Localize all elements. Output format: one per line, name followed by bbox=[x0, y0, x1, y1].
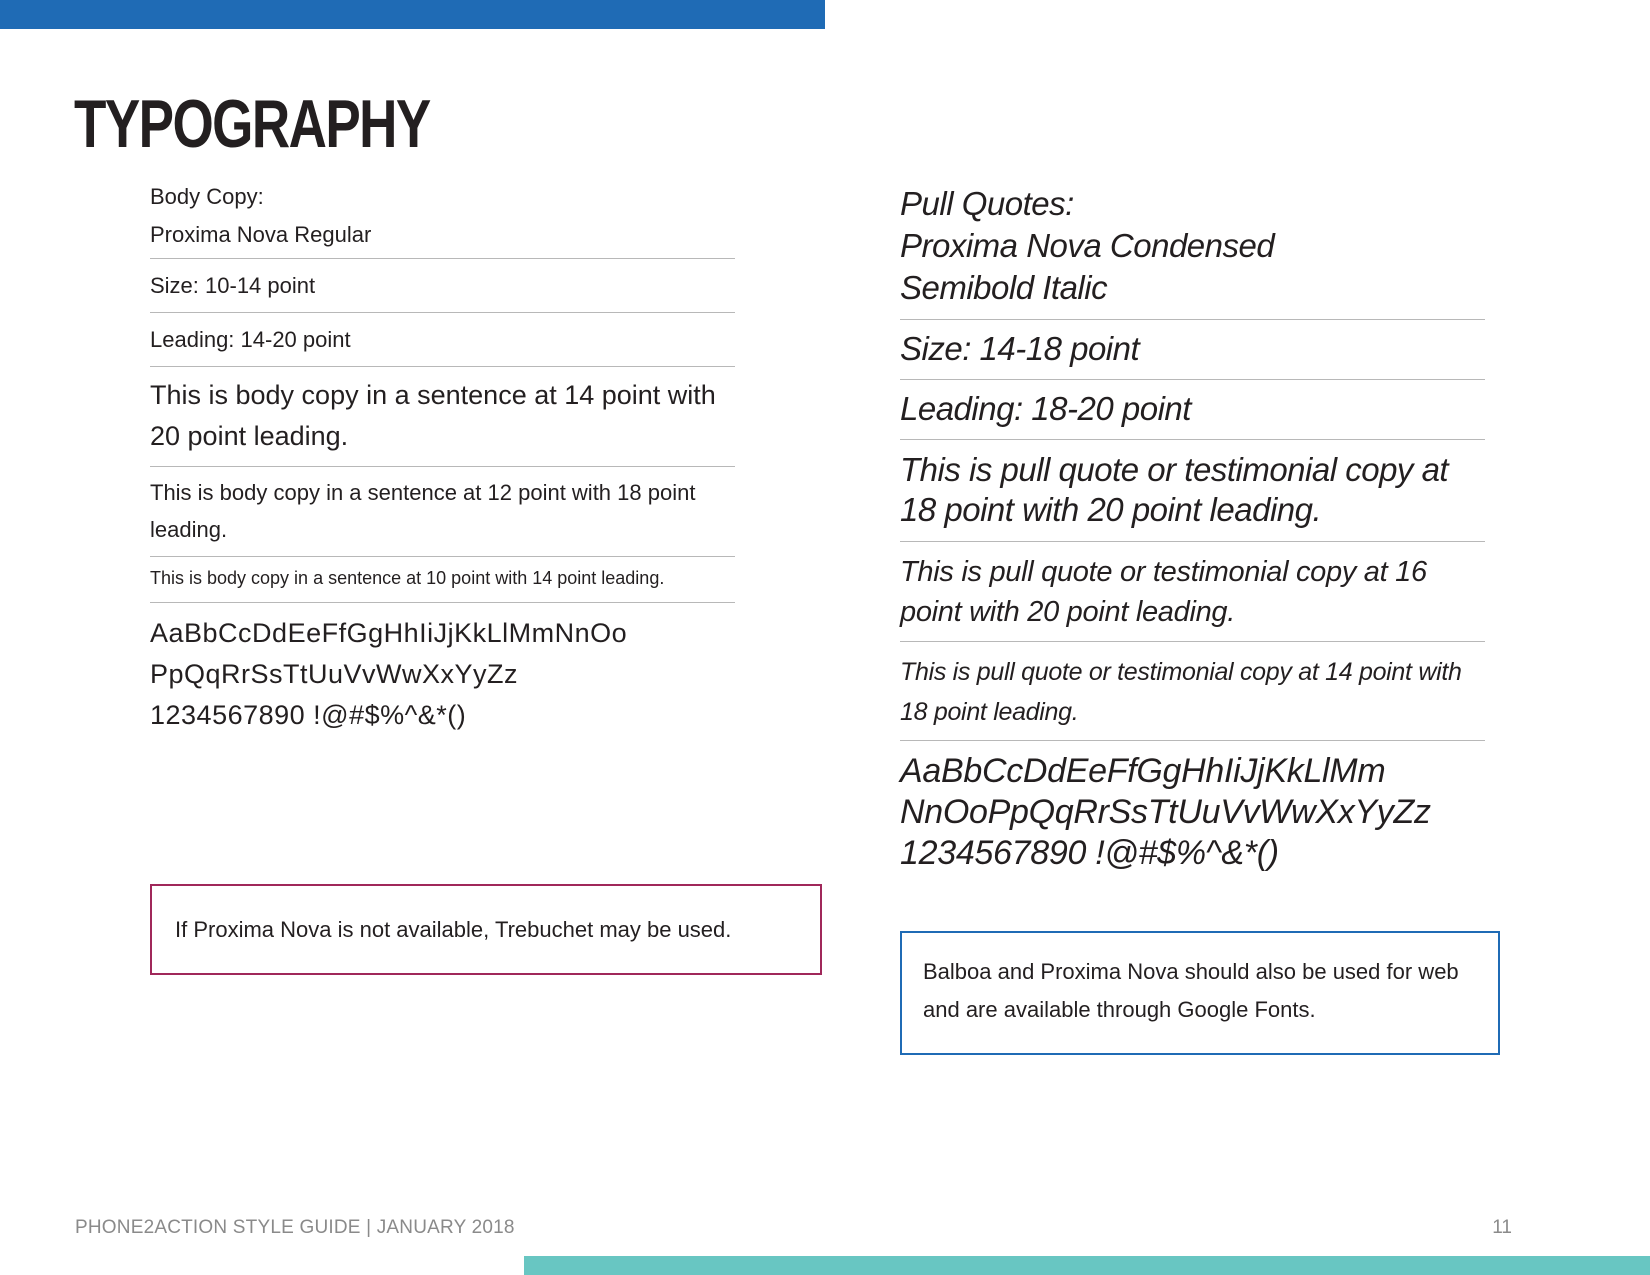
body-copy-label: Body Copy: bbox=[150, 184, 264, 209]
footer-document-title: PHONE2ACTION STYLE GUIDE | JANUARY 2018 bbox=[75, 1217, 515, 1238]
alphabet-line: PpQqRrSsTtUuVvWwXxYyZz bbox=[150, 659, 519, 689]
numerals-line: 1234567890 !@#$%^&*() bbox=[900, 834, 1279, 872]
font-fallback-callout bbox=[150, 884, 822, 975]
body-copy-font-name: Proxima Nova Regular bbox=[150, 222, 372, 247]
web-fonts-callout bbox=[900, 931, 1500, 1055]
body-copy-sample-10pt: This is body copy in a sentence at 10 point with 14 point leading. bbox=[150, 568, 665, 588]
top-accent-bar bbox=[0, 0, 825, 29]
pull-quote-leading: Leading: 18-20 point bbox=[900, 390, 1191, 427]
numerals-line: 1234567890 !@#$%^&*() bbox=[150, 700, 467, 730]
pull-quote-sample-18pt: This is pull quote or testimonial copy at 18 point with 20 point leading. bbox=[900, 451, 1449, 528]
body-copy-alphabet bbox=[150, 603, 735, 736]
alphabet-line: AaBbCcDdEeFfGgHhIiJjKkLlMm bbox=[900, 752, 1386, 790]
pull-quote-alphabet bbox=[900, 741, 1485, 874]
pull-quote-sample-16pt: This is pull quote or testimonial copy at 16 point with 20 point leading. bbox=[900, 556, 1427, 628]
pull-quote-font-name: Proxima Nova Condensed bbox=[900, 227, 1275, 264]
page-title: TYPOGRAPHY bbox=[74, 86, 430, 162]
body-copy-sample-14pt: This is body copy in a sentence at 14 point with 20 point leading. bbox=[150, 380, 716, 451]
body-copy-leading: Leading: 14-20 point bbox=[150, 327, 351, 352]
body-copy-size: Size: 10-14 point bbox=[150, 273, 316, 298]
page-number: 11 bbox=[1492, 1217, 1512, 1238]
body-copy-sample-12pt: This is body copy in a sentence at 12 point with 18 point leading. bbox=[150, 480, 696, 542]
body-copy-spec bbox=[150, 178, 735, 736]
font-fallback-text: If Proxima Nova is not available, Trebuchet may be used. bbox=[175, 916, 732, 942]
pull-quote-sample-14pt: This is pull quote or testimonial copy at 14 point with 18 point leading. bbox=[900, 658, 1462, 726]
alphabet-line: AaBbCcDdEeFfGgHhIiJjKkLlMmNnOo bbox=[150, 618, 628, 648]
bottom-accent-bar bbox=[524, 1256, 1650, 1275]
pull-quote-heading bbox=[900, 183, 1485, 319]
pull-quote-spec bbox=[900, 183, 1485, 874]
web-fonts-text: Balboa and Proxima Nova should also be used for web and are available through Google Fonts. bbox=[923, 959, 1459, 1022]
alphabet-line: NnOoPpQqRrSsTtUuVvWwXxYyZz bbox=[900, 793, 1431, 831]
pull-quote-label: Pull Quotes: bbox=[900, 185, 1074, 222]
pull-quote-font-weight: Semibold Italic bbox=[900, 269, 1108, 306]
body-copy-heading bbox=[150, 178, 735, 258]
pull-quote-size: Size: 14-18 point bbox=[900, 330, 1140, 367]
